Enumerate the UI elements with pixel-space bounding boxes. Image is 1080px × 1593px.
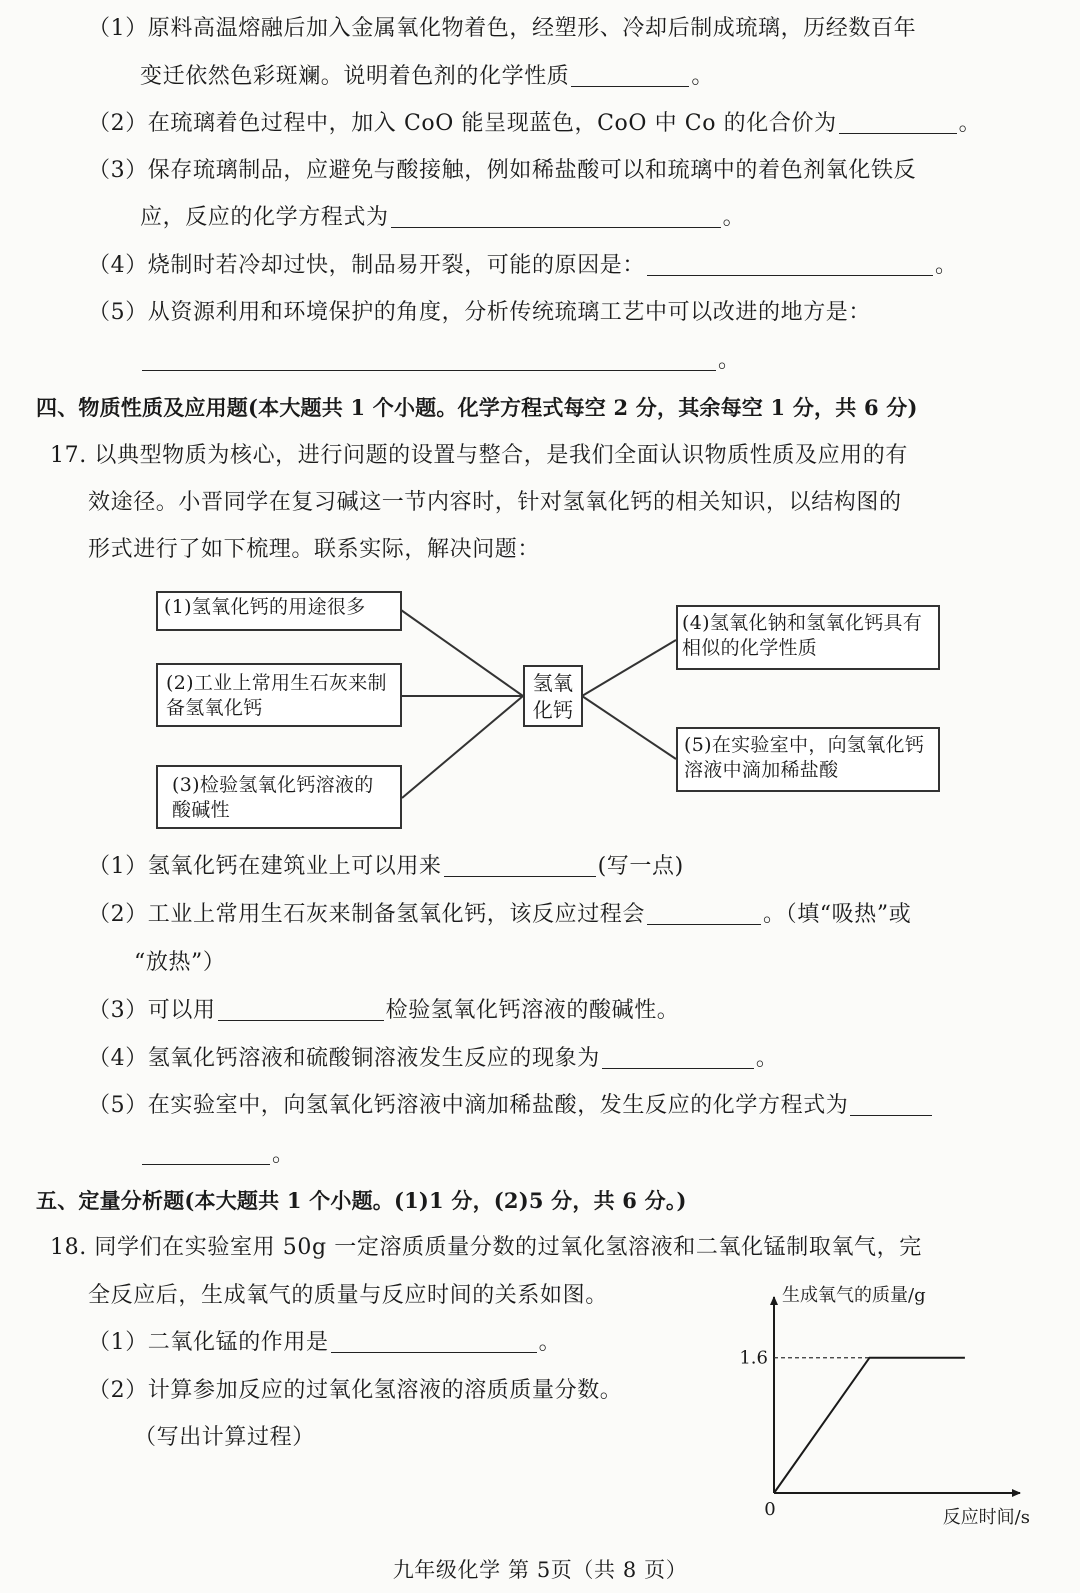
prev-q5: （5）从资源利用和环境保护的角度，分析传统琉璃工艺中可以改进的地方是： — [88, 300, 871, 325]
q17-s5: （5）在实验室中，向氢氧化钙溶液中滴加稀盐酸，发生反应的化学方程式为 — [88, 1091, 934, 1121]
q18-line1: 18. 同学们在实验室用 50g 一定溶质质量分数的过氧化氢溶液和二氧化锰制取氧气，完 — [50, 1235, 922, 1260]
section5-heading: 五、定量分析题(本大题共 1 个小题。(1)1 分，(2)5 分，共 6 分。) — [36, 1188, 687, 1213]
answer-blank[interactable] — [331, 1330, 537, 1353]
q17-s3: （3）可以用 检验氢氧化钙溶液的酸碱性。 — [88, 998, 680, 1023]
answer-blank[interactable] — [850, 1093, 932, 1116]
q17-line1: 17. 以典型物质为核心，进行问题的设置与整合，是我们全面认识物质性质及应用的有 — [50, 443, 908, 468]
q17-line3: 形式进行了如下梳理。联系实际，解决问题： — [88, 537, 541, 562]
prev-q1-line1: （1）原料高温熔融后加入金属氧化物着色，经塑形、冷却后制成琉璃，历经数百年 — [88, 16, 917, 41]
diagram-box-1: (1)氢氧化钙的用途很多 — [156, 591, 402, 631]
q18-s1: （1）二氧化锰的作用是 。 — [88, 1330, 562, 1355]
diagram-center: 氢氧化钙 — [523, 665, 583, 727]
q18-s2: （2）计算参加反应的过氧化氢溶液的溶质质量分数。 — [88, 1378, 623, 1403]
answer-blank[interactable] — [142, 1142, 270, 1165]
prev-q3-line1: （3）保存琉璃制品，应避免与酸接触，例如稀盐酸可以和琉璃中的着色剂氧化铁反 — [88, 158, 917, 183]
diagram-box-3: (3)检验氢氧化钙溶液的酸碱性 — [156, 765, 402, 829]
answer-blank[interactable] — [602, 1046, 754, 1069]
oxygen-mass-chart — [739, 1275, 1030, 1535]
q17-s1: （1）氢氧化钙在建筑业上可以用来 (写一点) — [88, 854, 684, 879]
q17-s4: （4）氢氧化钙溶液和硫酸铜溶液发生反应的现象为 。 — [88, 1046, 779, 1071]
prev-q3-line2: 应，反应的化学方程式为 。 — [140, 205, 746, 230]
diagram-box-2: (2)工业上常用生石灰来制备氢氧化钙 — [156, 663, 402, 727]
prev-q2: （2）在琉璃着色过程中，加入 CoO 能呈现蓝色，CoO 中 Co 的化合价为 。 — [88, 111, 982, 136]
x-axis-label: 反应时间/s — [942, 1507, 1030, 1528]
q18-line2: 全反应后，生成氧气的质量与反应时间的关系如图。 — [88, 1283, 608, 1308]
diagram-box-4: (4)氢氧化钠和氢氧化钙具有相似的化学性质 — [676, 605, 940, 670]
diagram-box-5: (5)在实验室中，向氢氧化钙溶液中滴加稀盐酸 — [676, 727, 940, 792]
answer-blank[interactable] — [218, 998, 384, 1021]
q17-s2: （2）工业上常用生石灰来制备氢氧化钙，该反应过程会 。（填“吸热”或 — [88, 902, 912, 927]
origin-label: 0 — [764, 1499, 776, 1520]
page-footer: 九年级化学 第 5页（共 8 页） — [392, 1558, 688, 1582]
y-tick-label: 1.6 — [739, 1347, 768, 1369]
q18-s2-note: （写出计算过程） — [134, 1425, 315, 1450]
section4-heading: 四、物质性质及应用题(本大题共 1 个小题。化学方程式每空 2 分，其余每空 1 分，共 6 分) — [36, 395, 918, 420]
connector-line — [402, 696, 523, 798]
prev-q4: （4）烧制时若冷却过快，制品易开裂，可能的原因是： 。 — [88, 253, 958, 278]
q17-s2-cont: “放热”） — [134, 950, 226, 975]
series-oxygen-line — [774, 1358, 965, 1493]
connector-line — [582, 640, 676, 696]
answer-blank[interactable] — [444, 854, 596, 877]
q17-line2: 效途径。小晋同学在复习碱这一节内容时，针对氢氧化钙的相关知识，以结构图的 — [88, 490, 902, 515]
connector-line — [582, 696, 676, 759]
prev-q5-answer: 。 — [140, 346, 741, 376]
y-axis-label: 生成氧气的质量/g — [782, 1285, 926, 1306]
answer-blank[interactable] — [647, 902, 761, 925]
prev-q1-line2: 变迁依然色彩斑斓。说明着色剂的化学性质 。 — [140, 64, 715, 89]
q17-s5-cont: 。 — [140, 1140, 295, 1170]
connector-line — [401, 610, 523, 696]
